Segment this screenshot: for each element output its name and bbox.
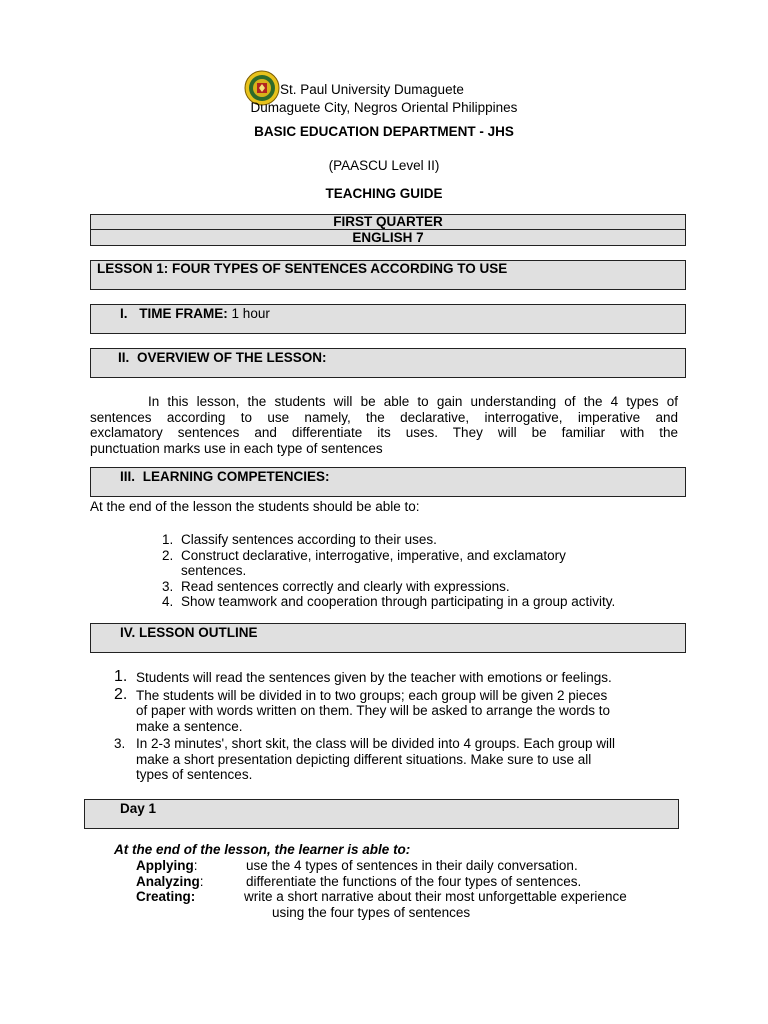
list-item: 4. Show teamwork and cooperation through participating in a group activity. [162,594,616,610]
objective-term: Creating: [136,889,196,904]
outline-list [114,668,681,783]
list-item-continuation: types of sentences. [136,767,253,783]
objective-row: Applying: [136,858,198,873]
objective-row [136,889,195,905]
overview-paragraph [90,394,678,456]
list-item-continuation: of paper with words written on them. They will be asked to arrange the words to [136,703,610,719]
list-item-continuation: make a short presentation depicting different situations. Make sure to use all [136,751,592,767]
competencies-heading [120,469,330,485]
overview-label: OVERVIEW OF THE LESSON: [137,350,327,365]
time-frame-label: TIME FRAME: [139,306,228,321]
overview-heading [118,350,327,366]
objectives-heading: At the end of the lesson, the learner is able to: [114,842,411,857]
day-label: Day 1 [120,801,157,816]
list-item-continuation: make a sentence. [136,718,243,734]
overview-roman: II. [118,350,130,365]
overview-line: exclamatory sentences and differentiate its uses. They will be familiar with the [90,425,678,441]
time-frame-value: 1 hour [231,306,270,321]
quarter-label: FIRST QUARTER [333,214,443,229]
university-address: Dumaguete City, Negros Oriental Philippines [250,100,518,115]
overview-line: sentences according to use namely, the declarative, interrogative, imperative and [90,409,678,425]
list-item: 3. In 2-3 minutes', short skit, the class will be divided into 4 groups. Each group will [114,736,616,752]
objective-text: use the 4 types of sentences in their daily conversation. [246,858,578,873]
objective-text-continuation: using the four types of sentences [272,905,471,920]
competencies-label: LEARNING COMPETENCIES: [142,469,330,484]
list-item-continuation: sentences. [181,563,247,579]
lesson-title: LESSON 1: FOUR TYPES OF SENTENCES ACCORDING TO USE [97,261,508,276]
competencies-list [162,532,681,610]
overview-line: punctuation marks use in each type of sentences [90,440,383,456]
list-item: 1. Students will read the sentences given by the teacher with emotions or feelings. [114,668,612,685]
time-frame-heading [120,306,270,322]
outline-heading: IV. LESSON OUTLINE [120,625,258,640]
document-title: TEACHING GUIDE [325,186,443,201]
subject-label: ENGLISH 7 [352,230,424,245]
list-item: 2. The students will be divided in to two groups; each group will be given 2 pieces [114,685,608,703]
university-name: St. Paul University Dumaguete [280,82,464,97]
day-box [84,799,679,829]
list-item: 2. Construct declarative, interrogative, imperative, and exclamatory [162,547,566,563]
list-item: 1. Classify sentences according to their uses. [162,532,437,547]
competencies-roman: III. [120,469,136,484]
department-title: BASIC EDUCATION DEPARTMENT - JHS [254,124,514,139]
objective-term: Analyzing [136,874,200,889]
time-frame-roman: I. [120,306,128,321]
objective-text: differentiate the functions of the four types of sentences. [246,874,582,889]
competencies-intro: At the end of the lesson the students should be able to: [90,499,420,514]
list-item: 3. Read sentences correctly and clearly with expressions. [162,578,510,594]
objective-term: Applying [136,858,194,873]
overview-line: In this lesson, the students will be able to gain understanding of the 4 types of [148,394,678,409]
accreditation-level: (PAASCU Level II) [328,158,440,173]
objective-text: write a short narrative about their most unforgettable experience [244,889,627,904]
objective-row: Analyzing: [136,874,204,889]
